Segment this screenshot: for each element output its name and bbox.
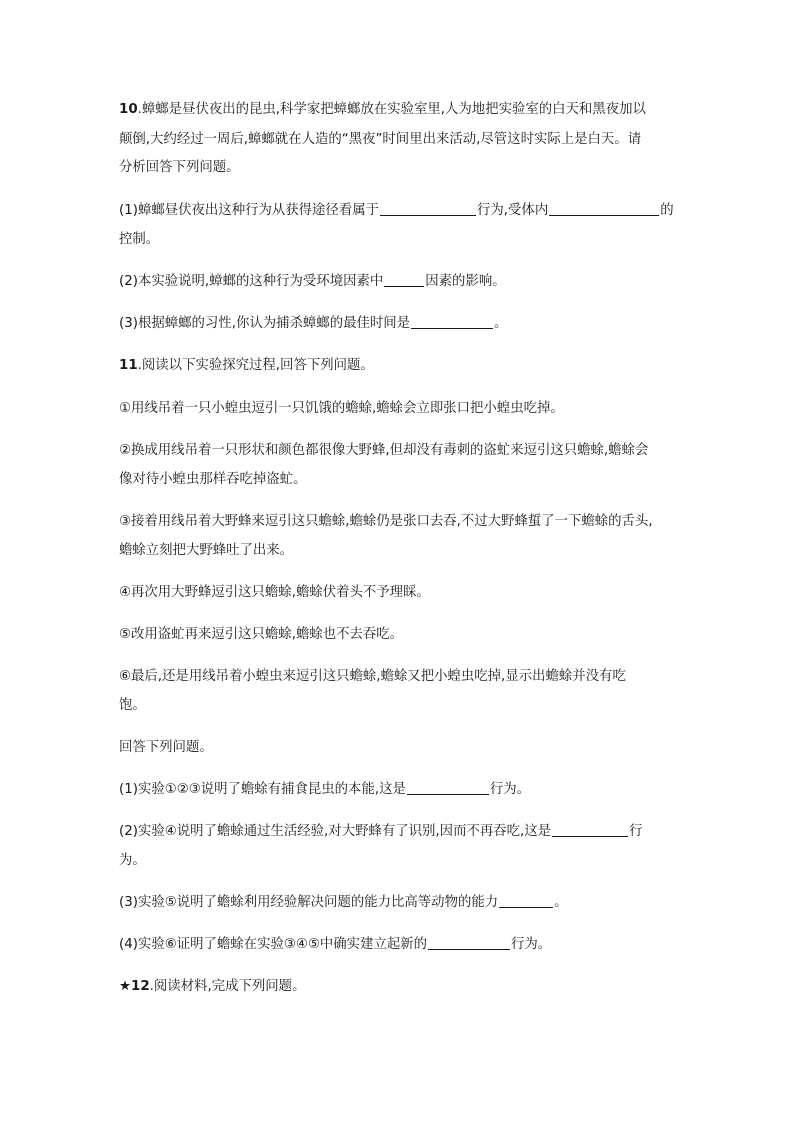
q11-sub3-text-b: 。 bbox=[554, 895, 568, 910]
q12-number: 12 bbox=[131, 979, 150, 994]
q11-sub3-line bbox=[119, 893, 568, 913]
q10-sub3-blank[interactable] bbox=[411, 314, 493, 329]
q10-sub3-text-b: 。 bbox=[494, 316, 508, 331]
q11-sub2-line-1 bbox=[119, 822, 642, 842]
q11-sub4-blank[interactable] bbox=[428, 935, 510, 950]
q11-step4: ④再次用大野蜂逗引这只蟾蜍,蟾蜍伏着头不予理睬。 bbox=[119, 585, 430, 600]
q10-sub1-line-1 bbox=[119, 201, 674, 221]
q11-step3-line-2: 蟾蜍立刻把大野蜂吐了出来。 bbox=[119, 543, 294, 558]
q11-step1: ①用线吊着一只小蝗虫逗引一只饥饿的蟾蜍,蟾蜍会立即张口把小蝗虫吃掉。 bbox=[119, 401, 564, 416]
q10-sub2-text-b: 因素的影响。 bbox=[425, 274, 506, 289]
q11-sub2-text-a: (2)实验④说明了蟾蜍通过生活经验,对大野蜂有了识别,因而不再吞吃,这是 bbox=[119, 824, 552, 839]
q11-sub3-text-a: (3)实验⑤说明了蟾蜍利用经验解决问题的能力比高等动物的能力 bbox=[119, 895, 499, 910]
q10-stem-line-3: 分析回答下列问题。 bbox=[119, 160, 240, 175]
q10-stem-text-1: .蟑螂是昼伏夜出的昆虫,科学家把蟑螂放在实验室里,人为地把实验室的白天和黑夜加以 bbox=[137, 102, 646, 117]
q10-sub2-line bbox=[119, 272, 506, 292]
q11-sub2-text-b: 行 bbox=[629, 824, 643, 839]
q11-step2-line-1: ②换成用线吊着一只形状和颜色都很像大野蜂,但却没有毒刺的盗虻来逗引这只蟾蜍,蟾蜍会 bbox=[119, 443, 649, 458]
q10-sub3-line bbox=[119, 314, 507, 334]
q11-sub1-text-a: (1)实验①②③说明了蟾蜍有捕食昆虫的本能,这是 bbox=[119, 782, 406, 797]
q11-sub4-text-b: 行为。 bbox=[511, 937, 552, 952]
q10-stem-line-1 bbox=[119, 100, 646, 120]
q11-sub1-blank[interactable] bbox=[407, 780, 489, 795]
q11-step2-line-2: 像对待小蝗虫那样吞吃掉盗虻。 bbox=[119, 472, 307, 487]
q10-sub1-text-a: (1)蟑螂昼伏夜出这种行为从获得途径看属于 bbox=[119, 203, 379, 218]
q12-stem-line bbox=[119, 977, 305, 997]
q11-sub4-text-a: (4)实验⑥证明了蟾蜍在实验③④⑤中确实建立起新的 bbox=[119, 937, 428, 952]
q11-step5: ⑤改用盗虻再来逗引这只蟾蜍,蟾蜍也不去吞吃。 bbox=[119, 627, 404, 642]
q10-sub2-text-a: (2)本实验说明,蟑螂的这种行为受环境因素中 bbox=[119, 274, 384, 289]
q12-stem-text: .阅读材料,完成下列问题。 bbox=[149, 979, 306, 994]
q10-sub1-text-b: 行为,受体内 bbox=[477, 203, 549, 218]
q11-step3-line-1: ③接着用线吊着大野蜂来逗引这只蟾蜍,蟾蜍仍是张口去吞,不过大野蜂蜇了一下蟾蜍的舌头, bbox=[119, 514, 653, 529]
q12-star-icon: ★ bbox=[119, 979, 132, 994]
q11-number: 11 bbox=[119, 358, 138, 373]
q10-sub3-text-a: (3)根据蟑螂的习性,你认为捕杀蟑螂的最佳时间是 bbox=[119, 316, 411, 331]
q11-sub2-blank[interactable] bbox=[552, 822, 628, 837]
q10-sub1-blank-1[interactable] bbox=[380, 201, 476, 216]
q11-step6-line-1: ⑥最后,还是用线吊着小蝗虫来逗引这只蟾蜍,蟾蜍又把小蝗虫吃掉,显示出蟾蜍并没有吃 bbox=[119, 669, 626, 684]
q10-number: 10 bbox=[119, 102, 138, 117]
q11-sub3-blank[interactable] bbox=[499, 893, 553, 908]
q10-stem-line-2: 颠倒,大约经过一周后,蟑螂就在人造的“黑夜”时间里出来活动,尽管这时实际上是白天。请 bbox=[119, 132, 642, 147]
q11-step6-line-2: 饱。 bbox=[119, 698, 146, 713]
q11-stem-line bbox=[119, 356, 374, 376]
q10-sub1-text-c: 的 bbox=[660, 203, 674, 218]
q11-sub4-line bbox=[119, 935, 551, 955]
q11-sub2-line-2: 为。 bbox=[119, 853, 146, 868]
q10-sub1-blank-2[interactable] bbox=[549, 201, 659, 216]
q10-sub2-blank[interactable] bbox=[384, 272, 424, 287]
q11-sub1-text-b: 行为。 bbox=[489, 782, 531, 797]
q10-sub1-line-2: 控制。 bbox=[119, 232, 160, 247]
q11-sub1-line bbox=[119, 780, 530, 800]
q11-answer-prompt: 回答下列问题。 bbox=[119, 740, 213, 755]
q11-stem-text: .阅读以下实验探究过程,回答下列问题。 bbox=[137, 358, 374, 373]
